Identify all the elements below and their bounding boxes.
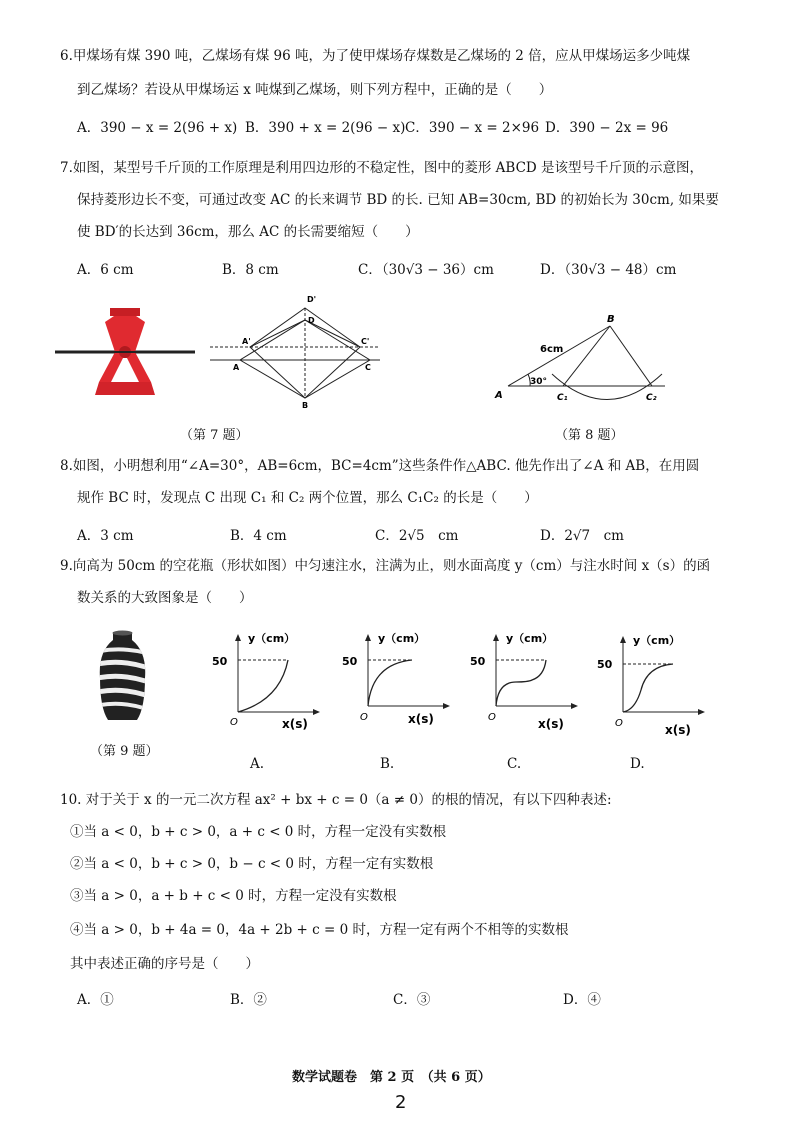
q8-option-b: B．4 cm [230,528,287,544]
q7-option-d: D．（30√3 − 48）cm [540,262,677,278]
label-length: 6cm [540,344,564,355]
q9-option-a: A. [250,756,265,772]
q7-option-c: C．（30√3 − 36）cm [358,262,494,278]
q8-option-c: C．2√5 cm [375,528,459,544]
label-c1: C₁ [557,393,568,403]
q6-option-c: C．390 − x = 2×96 [405,120,540,136]
q9-option-b: B. [380,756,395,772]
graph-b-y-label: y（cm） [378,632,426,645]
label-c2: C₂ [646,393,657,403]
graph-c-y-label: y（cm） [506,632,554,645]
q7-line3: 使 BD′的长达到 36cm，那么 AC 的长需要缩短（ ） [77,224,419,240]
label-a: A [495,390,503,401]
q7-option-a: A．6 cm [77,262,134,278]
graph-d-origin: O [615,718,623,729]
q10-option-a: A．① [77,992,114,1008]
q8-line1: 8.如图，小明想利用“∠A=30°，AB=6cm，BC=4cm”这些条件作△ABC. 他先作出了∠A 和 AB，在用圆 [60,458,700,474]
graph-a-50: 50 [212,655,228,668]
q9-line1: 9.向高为 50cm 的空花瓶（形状如图）中匀速注水，注满为止，则水面高度 y（cm）与注水时间 x（s）的函 [60,558,711,574]
graph-b-origin: O [360,712,368,723]
q10-statement-3: ③当 a > 0，a + b + c < 0 时，方程一定没有实数根 [70,888,397,904]
q6-line1: 6.甲煤场有煤 390 吨，乙煤场有煤 96 吨，为了使甲煤场存煤数是乙煤场的 2 倍，应从甲煤场运多少吨煤 [60,48,691,64]
q9-option-d: D. [630,756,645,772]
label-b: B [302,401,309,410]
q10-statement-1: ①当 a < 0，b + c > 0，a + c < 0 时，方程一定没有实数根 [70,824,447,840]
label-c-prime: C' [361,337,370,346]
label-d: D [308,316,315,325]
graph-c-x-label: x(s) [538,717,564,731]
car-jack-image [55,300,195,400]
triangle-diagram [490,310,680,410]
label-d-prime: D' [307,295,317,304]
q7-option-b: B．8 cm [222,262,279,278]
graph-b-x-label: x(s) [408,712,434,726]
graph-a-origin: O [230,717,238,728]
q7-caption: （第 7 题） [180,428,249,443]
graph-b [340,630,450,730]
q6-option-d: D．390 − 2x = 96 [545,120,669,136]
q6-option-b: B．390 + x = 2(96 − x) [245,120,406,136]
q10-option-c: C．③ [393,992,431,1008]
q7-line1: 7.如图，某型号千斤顶的工作原理是利用四边形的不稳定性，图中的菱形 ABCD 是该型号千斤顶的示意图， [60,160,704,176]
label-angle: 30° [530,377,548,387]
vase-image [95,630,150,722]
q10-option-d: D．④ [563,992,601,1008]
q10-statement-4: ④当 a > 0，b + 4a = 0，4a + 2b + c = 0 时，方程一定有两个不相等的实数根 [70,922,569,938]
q8-option-a: A．3 cm [77,528,134,544]
q10-option-b: B．② [230,992,267,1008]
q7-line2: 保持菱形边长不变，可通过改变 AC 的长来调节 BD 的长. 已知 AB=30cm, BD 的初始长为 30cm, 如果要 [77,192,719,208]
graph-a [210,630,320,730]
graph-c [468,630,578,730]
label-a: A [233,363,240,372]
label-a-prime: A' [242,337,251,346]
rhombus-diagram [205,290,385,410]
q8-caption: （第 8 题） [555,428,624,443]
graph-d-50: 50 [597,658,613,671]
q9-line2: 数关系的大致图象是（ ） [77,590,253,606]
q9-caption: （第 9 题） [90,744,159,759]
graph-d [595,630,705,740]
page-footer: 数学试题卷 第 2 页 （共 6 页） [292,1070,491,1085]
q6-line2: 到乙煤场？若设从甲煤场运 x 吨煤到乙煤场，则下列方程中，正确的是（ ） [77,82,553,98]
graph-c-origin: O [488,712,496,723]
q10-line1: 10. 对于关于 x 的一元二次方程 ax² + bx + c = 0（a ≠ 0）的根的情况，有以下四种表述: [60,792,612,808]
q6-option-a: A．390 − x = 2(96 + x) [77,120,238,136]
graph-a-x-label: x(s) [282,717,308,731]
q10-ask: 其中表述正确的序号是（ ） [70,956,259,972]
graph-d-y-label: y（cm） [633,634,681,647]
label-c: C [365,363,371,372]
q9-option-c: C. [507,756,522,772]
graph-c-50: 50 [470,655,486,668]
page-number: 2 [395,1092,407,1113]
q8-line2: 规作 BC 时，发现点 C 出现 C₁ 和 C₂ 两个位置，那么 C₁C₂ 的长是（ ） [77,490,538,506]
q10-statement-2: ②当 a < 0，b + c > 0，b − c < 0 时，方程一定有实数根 [70,856,434,872]
label-b: B [607,314,615,325]
graph-a-y-label: y（cm） [248,632,296,645]
graph-b-50: 50 [342,655,358,668]
graph-d-x-label: x(s) [665,723,691,737]
q8-option-d: D．2√7 cm [540,528,624,544]
